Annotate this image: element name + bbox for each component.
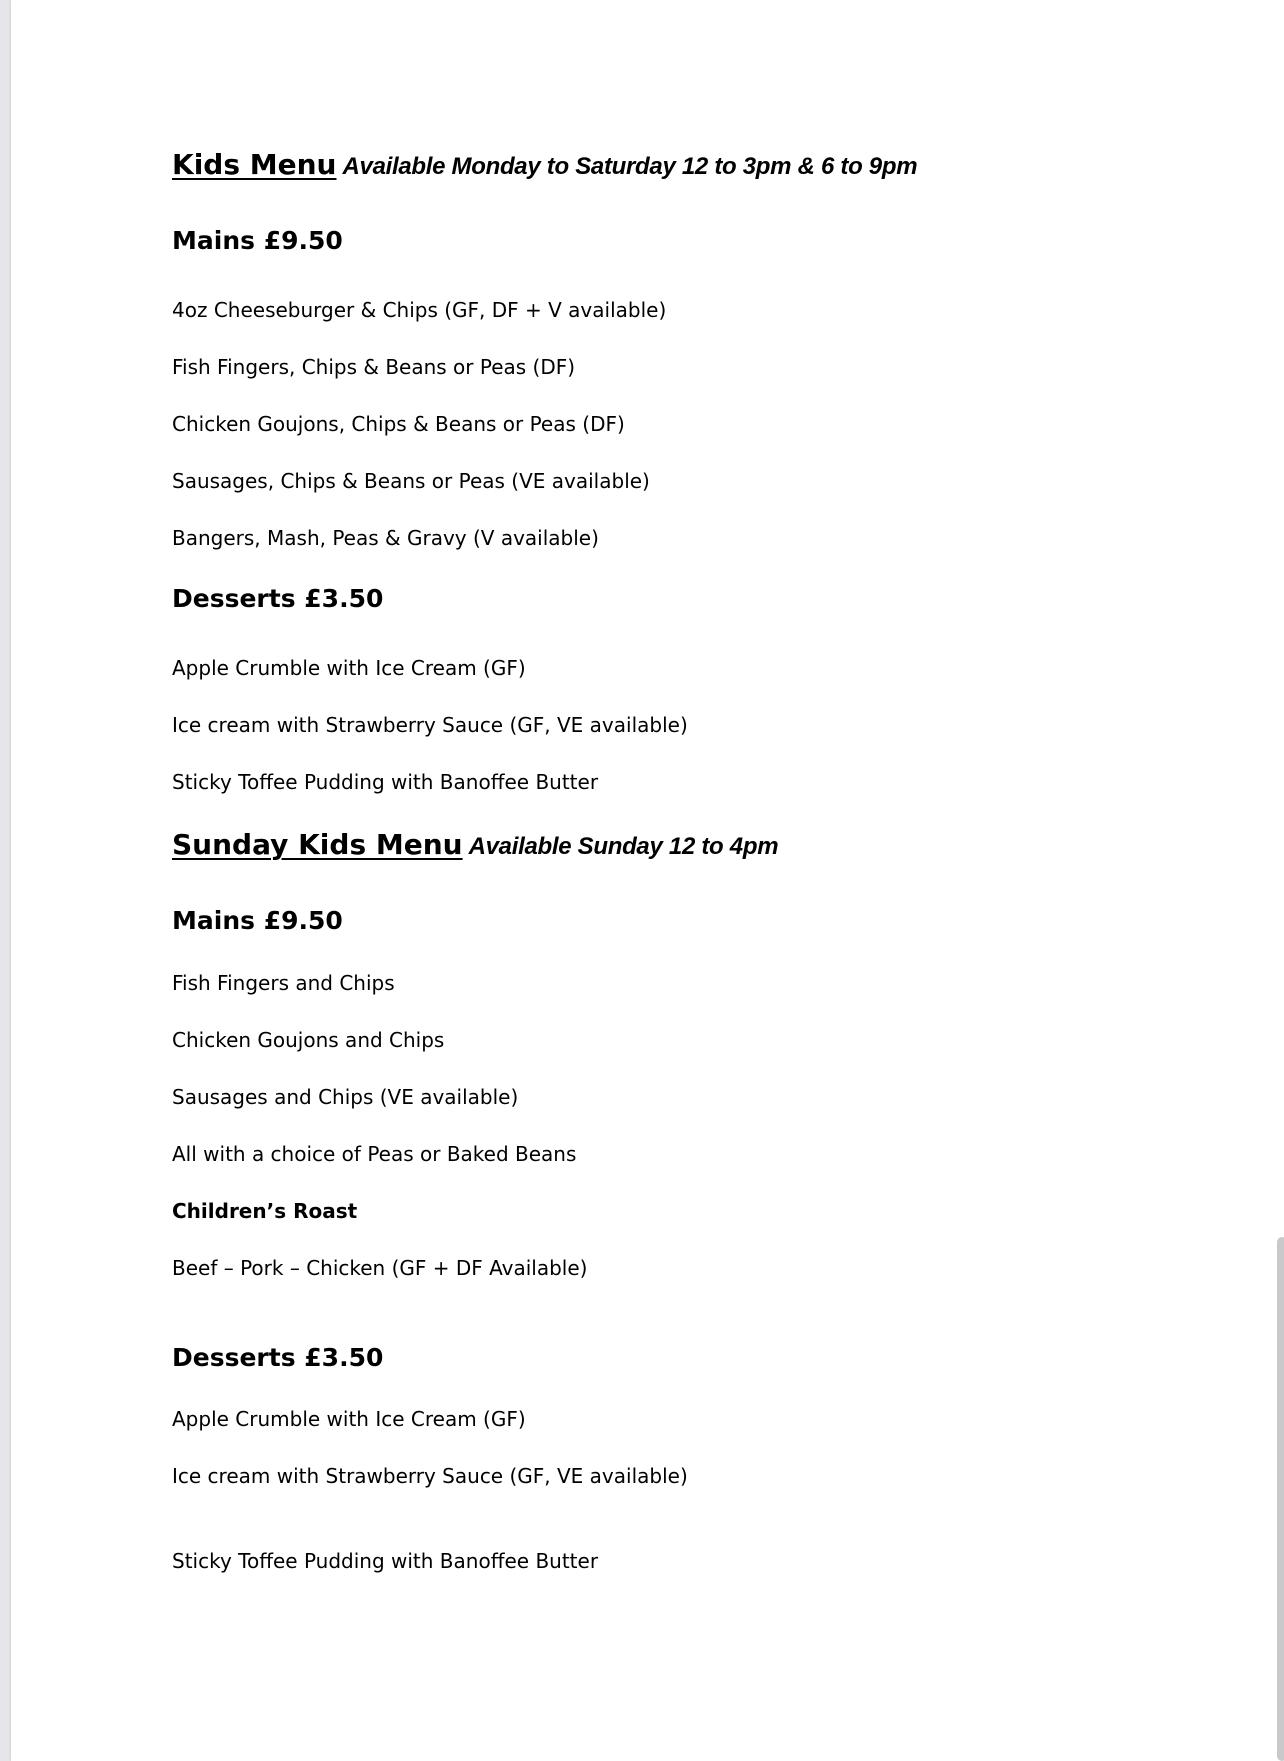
kids-menu-title: Kids Menu <box>172 148 337 181</box>
childrens-roast-heading: Children’s Roast <box>172 1199 358 1223</box>
kids-dessert-item: Sticky Toffee Pudding with Banoffee Butter <box>172 770 599 794</box>
kids-mains-item: Fish Fingers, Chips & Beans or Peas (DF) <box>172 355 576 379</box>
kids-menu-heading <box>172 148 917 181</box>
sunday-desserts-heading: Desserts £3.50 <box>172 1343 384 1372</box>
kids-mains-item: Bangers, Mash, Peas & Gravy (V available) <box>172 526 599 550</box>
kids-dessert-item: Apple Crumble with Ice Cream (GF) <box>172 656 526 680</box>
sunday-menu-heading <box>172 828 778 861</box>
sunday-menu-availability: Available Sunday 12 to 4pm <box>468 833 779 860</box>
kids-mains-item: 4oz Cheeseburger & Chips (GF, DF + V available) <box>172 298 667 322</box>
kids-mains-item: Chicken Goujons, Chips & Beans or Peas (DF) <box>172 412 625 436</box>
kids-desserts-heading: Desserts £3.50 <box>172 584 384 613</box>
kids-mains-heading: Mains £9.50 <box>172 226 343 255</box>
sunday-menu-title: Sunday Kids Menu <box>172 828 463 861</box>
sunday-dessert-item: Apple Crumble with Ice Cream (GF) <box>172 1407 526 1431</box>
childrens-roast-options: Beef – Pork – Chicken (GF + DF Available) <box>172 1256 588 1280</box>
kids-mains-item: Sausages, Chips & Beans or Peas (VE available) <box>172 469 650 493</box>
sunday-dessert-item: Ice cream with Strawberry Sauce (GF, VE available) <box>172 1464 688 1488</box>
kids-dessert-item: Ice cream with Strawberry Sauce (GF, VE available) <box>172 713 688 737</box>
sunday-dessert-item: Sticky Toffee Pudding with Banoffee Butter <box>172 1549 599 1573</box>
kids-menu-availability: Available Monday to Saturday 12 to 3pm & 6 to 9pm <box>342 153 918 180</box>
sunday-mains-item: Sausages and Chips (VE available) <box>172 1085 519 1109</box>
sunday-mains-item: Fish Fingers and Chips <box>172 971 395 995</box>
document-page <box>11 0 1273 1761</box>
sunday-mains-heading: Mains £9.50 <box>172 906 343 935</box>
scrollbar-thumb[interactable] <box>1277 1237 1284 1761</box>
sunday-mains-item: Chicken Goujons and Chips <box>172 1028 445 1052</box>
sunday-mains-item: All with a choice of Peas or Baked Beans <box>172 1142 577 1166</box>
